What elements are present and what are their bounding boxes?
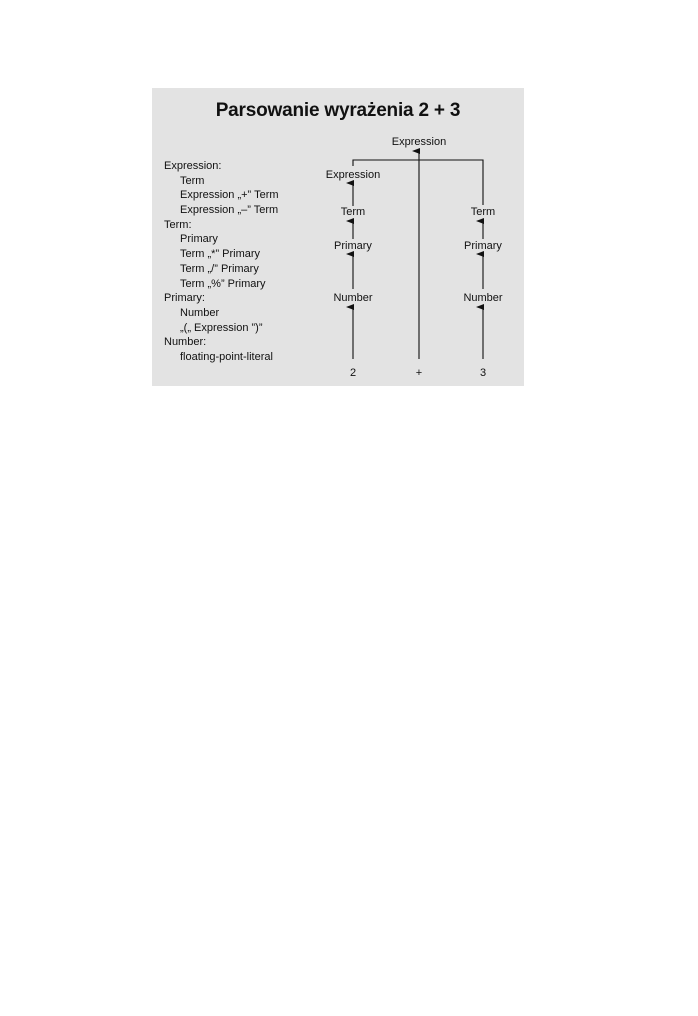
node-left-term: Term — [340, 206, 366, 218]
grammar-line: Expression „+” Term — [180, 189, 279, 202]
figure-panel — [152, 88, 524, 386]
grammar-line: Term „%” Primary — [180, 277, 266, 290]
edge-left-expression-to-root — [353, 160, 419, 166]
figure-title: Parsowanie wyrażenia 2 + 3 — [215, 100, 461, 121]
grammar-line: „(„ Expression ”)” — [180, 321, 263, 334]
grammar-line: Expression „–” Term — [180, 204, 279, 217]
node-right-number: Number — [463, 292, 503, 304]
token-right: 3 — [479, 367, 487, 379]
parse-tree — [152, 88, 524, 386]
grammar-line: Primary: — [164, 292, 205, 305]
node-left-number: Number — [333, 292, 373, 304]
grammar-line: Number: — [164, 336, 207, 349]
grammar-line: Term „/” Primary — [180, 262, 259, 275]
grammar-line: Expression: — [164, 160, 222, 172]
grammar-line: Primary — [180, 233, 218, 246]
grammar-line: Term: — [164, 218, 192, 231]
node-right-primary: Primary — [464, 240, 502, 252]
grammar-line: Term „*” Primary — [180, 248, 261, 261]
node-left-primary: Primary — [334, 240, 372, 252]
edge-right-term-to-root — [419, 160, 483, 205]
token-operator: + — [415, 367, 423, 379]
token-left: 2 — [349, 367, 357, 379]
node-right-term: Term — [470, 206, 496, 218]
grammar-line: Number — [180, 306, 220, 319]
grammar-line: floating-point-literal — [180, 350, 273, 363]
grammar-line: Term — [180, 174, 205, 187]
node-root-expression: Expression — [391, 136, 447, 148]
node-left-expression: Expression — [325, 169, 381, 181]
